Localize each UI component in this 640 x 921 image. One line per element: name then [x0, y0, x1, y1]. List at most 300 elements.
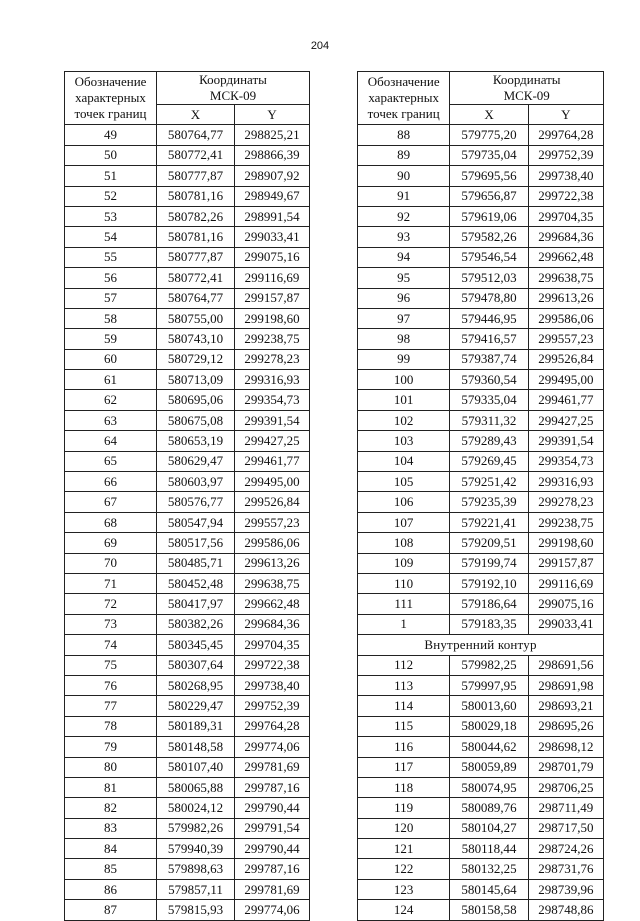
header-coords-title: Координаты	[199, 72, 267, 87]
table-row	[358, 675, 604, 695]
point-label: 61	[65, 370, 157, 390]
y-value: 299781,69	[235, 757, 310, 777]
x-value: 580145,64	[450, 879, 528, 899]
x-value: 580777,87	[157, 247, 235, 267]
x-value: 580268,95	[157, 675, 235, 695]
y-value: 299752,39	[235, 696, 310, 716]
y-value: 299557,23	[235, 512, 310, 532]
y-value: 299354,73	[235, 390, 310, 410]
y-value: 298706,25	[528, 777, 603, 797]
table-row	[358, 125, 604, 145]
y-value: 299704,35	[528, 206, 603, 226]
y-value: 299752,39	[528, 145, 603, 165]
x-value: 580764,77	[157, 125, 235, 145]
point-label: 81	[65, 777, 157, 797]
x-value: 580132,25	[450, 859, 528, 879]
table-row	[358, 410, 604, 430]
point-label: 85	[65, 859, 157, 879]
point-label: 78	[65, 716, 157, 736]
point-label: 106	[358, 492, 450, 512]
table-row	[358, 451, 604, 471]
y-value: 299116,69	[528, 573, 603, 593]
point-label: 70	[65, 553, 157, 573]
x-value: 579289,43	[450, 431, 528, 451]
table-row	[65, 675, 310, 695]
table-row	[358, 757, 604, 777]
x-value: 580777,87	[157, 166, 235, 186]
table-row	[358, 859, 604, 879]
table-row	[358, 308, 604, 328]
table-row	[65, 125, 310, 145]
point-label: 115	[358, 716, 450, 736]
x-value: 580755,00	[157, 308, 235, 328]
x-value: 580782,26	[157, 206, 235, 226]
y-value: 298693,21	[528, 696, 603, 716]
point-label: 108	[358, 533, 450, 553]
y-value: 299075,16	[528, 594, 603, 614]
y-value: 298748,86	[528, 900, 603, 920]
point-label: 121	[358, 839, 450, 859]
table-row	[65, 777, 310, 797]
y-value: 299662,48	[528, 247, 603, 267]
point-label: 89	[358, 145, 450, 165]
x-value: 580772,41	[157, 145, 235, 165]
x-value: 580452,48	[157, 573, 235, 593]
point-label: 83	[65, 818, 157, 838]
x-value: 580603,97	[157, 472, 235, 492]
y-value: 298724,26	[528, 839, 603, 859]
table-row	[65, 757, 310, 777]
x-value: 580089,76	[450, 798, 528, 818]
point-label: 62	[65, 390, 157, 410]
table-row	[358, 737, 604, 757]
table-row	[358, 370, 604, 390]
header-x: X	[157, 105, 235, 125]
y-value: 299278,23	[528, 492, 603, 512]
point-label: 118	[358, 777, 450, 797]
x-value: 580189,31	[157, 716, 235, 736]
y-value: 299461,77	[528, 390, 603, 410]
point-label: 103	[358, 431, 450, 451]
y-value: 299427,25	[528, 410, 603, 430]
x-value: 579997,95	[450, 675, 528, 695]
y-value: 299722,38	[235, 655, 310, 675]
x-value: 580713,09	[157, 370, 235, 390]
x-value: 580307,64	[157, 655, 235, 675]
table-row	[358, 268, 604, 288]
point-label: 72	[65, 594, 157, 614]
x-value: 580118,44	[450, 839, 528, 859]
y-value: 299157,87	[235, 288, 310, 308]
x-value: 580675,08	[157, 410, 235, 430]
x-value: 580576,77	[157, 492, 235, 512]
table-row	[65, 145, 310, 165]
table-row	[358, 879, 604, 899]
point-label: 111	[358, 594, 450, 614]
y-value: 299684,36	[528, 227, 603, 247]
y-value: 299238,75	[235, 329, 310, 349]
table-row	[65, 370, 310, 390]
point-label: 119	[358, 798, 450, 818]
y-value: 299526,84	[235, 492, 310, 512]
y-value: 299774,06	[235, 900, 310, 920]
header-label-cell	[65, 72, 157, 125]
table-row	[65, 696, 310, 716]
table-row	[358, 777, 604, 797]
table-row	[65, 839, 310, 859]
table-row	[358, 186, 604, 206]
table-row	[65, 512, 310, 532]
table-row	[358, 900, 604, 920]
y-value: 298695,26	[528, 716, 603, 736]
x-value: 579186,64	[450, 594, 528, 614]
point-label: 69	[65, 533, 157, 553]
x-value: 579695,56	[450, 166, 528, 186]
point-label: 98	[358, 329, 450, 349]
table-row	[65, 594, 310, 614]
point-label: 117	[358, 757, 450, 777]
point-label: 123	[358, 879, 450, 899]
table-row	[65, 451, 310, 471]
x-value: 579940,39	[157, 839, 235, 859]
point-label: 109	[358, 553, 450, 573]
y-value: 299495,00	[528, 370, 603, 390]
y-value: 299764,28	[528, 125, 603, 145]
table-row	[65, 472, 310, 492]
table-row	[65, 186, 310, 206]
point-label: 122	[358, 859, 450, 879]
y-value: 299738,40	[528, 166, 603, 186]
point-label: 87	[65, 900, 157, 920]
table-row	[358, 553, 604, 573]
x-value: 579311,32	[450, 410, 528, 430]
header-label-line-3: точек границ	[74, 106, 147, 122]
x-value: 579335,04	[450, 390, 528, 410]
y-value: 299557,23	[528, 329, 603, 349]
table-row	[358, 533, 604, 553]
point-label: 64	[65, 431, 157, 451]
table-row	[358, 329, 604, 349]
x-value: 579898,63	[157, 859, 235, 879]
point-label: 74	[65, 635, 157, 655]
table-row	[65, 247, 310, 267]
x-value: 580059,89	[450, 757, 528, 777]
header-coords-title: Координаты	[492, 72, 561, 87]
y-value: 299613,26	[235, 553, 310, 573]
point-label: 114	[358, 696, 450, 716]
x-value: 580764,77	[157, 288, 235, 308]
point-label: 102	[358, 410, 450, 430]
point-label: 57	[65, 288, 157, 308]
point-label: 96	[358, 288, 450, 308]
y-value: 298711,49	[528, 798, 603, 818]
point-label: 75	[65, 655, 157, 675]
header-label-line-1: Обозначение	[74, 74, 147, 90]
point-label: 101	[358, 390, 450, 410]
coordinates-table-left	[64, 71, 310, 921]
x-value: 579619,06	[450, 206, 528, 226]
point-label: 82	[65, 798, 157, 818]
point-label: 112	[358, 655, 450, 675]
right-table-body-inner	[358, 655, 604, 920]
x-value: 579735,04	[450, 145, 528, 165]
x-value: 580382,26	[157, 614, 235, 634]
y-value: 298698,12	[528, 737, 603, 757]
table-row	[65, 859, 310, 879]
table-row	[65, 553, 310, 573]
table-row	[358, 614, 604, 634]
table-row	[65, 716, 310, 736]
point-label: 91	[358, 186, 450, 206]
table-row	[65, 206, 310, 226]
header-x: X	[450, 105, 528, 125]
x-value: 579251,42	[450, 472, 528, 492]
page-number: 204	[310, 40, 330, 52]
table-row	[358, 227, 604, 247]
y-value: 299157,87	[528, 553, 603, 573]
table-row	[358, 512, 604, 532]
point-label: 1	[358, 614, 450, 634]
point-label: 93	[358, 227, 450, 247]
y-value: 299790,44	[235, 839, 310, 859]
point-label: 66	[65, 472, 157, 492]
x-value: 580781,16	[157, 227, 235, 247]
table-row	[65, 431, 310, 451]
header-coords-system: МСК-09	[503, 88, 550, 103]
header-coords-cell	[157, 72, 310, 105]
x-value: 579360,54	[450, 370, 528, 390]
y-value: 298691,98	[528, 675, 603, 695]
x-value: 579192,10	[450, 573, 528, 593]
y-value: 299198,60	[528, 533, 603, 553]
x-value: 580345,45	[157, 635, 235, 655]
x-value: 580158,58	[450, 900, 528, 920]
x-value: 580729,12	[157, 349, 235, 369]
y-value: 298907,92	[235, 166, 310, 186]
x-value: 579775,20	[450, 125, 528, 145]
x-value: 580044,62	[450, 737, 528, 757]
y-value: 299586,06	[235, 533, 310, 553]
table-row	[358, 573, 604, 593]
point-label: 58	[65, 308, 157, 328]
table-row	[358, 206, 604, 226]
x-value: 579982,26	[157, 818, 235, 838]
table-row	[358, 390, 604, 410]
y-value: 299613,26	[528, 288, 603, 308]
point-label: 80	[65, 757, 157, 777]
header-y: Y	[235, 105, 310, 125]
y-value: 299722,38	[528, 186, 603, 206]
point-label: 94	[358, 247, 450, 267]
section-row	[358, 635, 604, 655]
table-row	[358, 655, 604, 675]
x-value: 579546,54	[450, 247, 528, 267]
table-row	[358, 696, 604, 716]
x-value: 580029,18	[450, 716, 528, 736]
point-label: 73	[65, 614, 157, 634]
table-row	[65, 166, 310, 186]
table-row	[65, 349, 310, 369]
coordinates-table-right	[357, 71, 604, 921]
table-row	[358, 247, 604, 267]
table-row	[358, 839, 604, 859]
table-row	[65, 655, 310, 675]
point-label: 60	[65, 349, 157, 369]
point-label: 67	[65, 492, 157, 512]
y-value: 299526,84	[528, 349, 603, 369]
header-label-line-3: точек границ	[367, 106, 440, 122]
y-value: 299781,69	[235, 879, 310, 899]
y-value: 299495,00	[235, 472, 310, 492]
y-value: 299738,40	[235, 675, 310, 695]
table-row	[358, 145, 604, 165]
x-value: 579221,41	[450, 512, 528, 532]
point-label: 71	[65, 573, 157, 593]
y-value: 299791,54	[235, 818, 310, 838]
point-label: 63	[65, 410, 157, 430]
point-label: 52	[65, 186, 157, 206]
x-value: 580024,12	[157, 798, 235, 818]
left-table-body	[65, 125, 310, 920]
inner-contour-label: Внутренний контур	[358, 635, 604, 655]
header-label-cell	[358, 72, 450, 125]
header-coords-cell	[450, 72, 604, 105]
y-value: 298991,54	[235, 206, 310, 226]
x-value: 579982,25	[450, 655, 528, 675]
table-row	[358, 492, 604, 512]
x-value: 580547,94	[157, 512, 235, 532]
table-row	[358, 798, 604, 818]
table-row	[65, 573, 310, 593]
x-value: 579857,11	[157, 879, 235, 899]
table-row	[358, 472, 604, 492]
y-value: 299461,77	[235, 451, 310, 471]
y-value: 299764,28	[235, 716, 310, 736]
table-row	[65, 390, 310, 410]
x-value: 580772,41	[157, 268, 235, 288]
x-value: 579416,57	[450, 329, 528, 349]
point-label: 97	[358, 308, 450, 328]
header-label-line-1: Обозначение	[367, 74, 440, 90]
y-value: 299238,75	[528, 512, 603, 532]
x-value: 579199,74	[450, 553, 528, 573]
x-value: 580629,47	[157, 451, 235, 471]
y-value: 299790,44	[235, 798, 310, 818]
point-label: 116	[358, 737, 450, 757]
x-value: 580104,27	[450, 818, 528, 838]
x-value: 579512,03	[450, 268, 528, 288]
table-row	[358, 716, 604, 736]
x-value: 580743,10	[157, 329, 235, 349]
point-label: 104	[358, 451, 450, 471]
point-label: 50	[65, 145, 157, 165]
x-value: 580013,60	[450, 696, 528, 716]
y-value: 298739,96	[528, 879, 603, 899]
header-coords-system: МСК-09	[209, 88, 257, 103]
y-value: 299075,16	[235, 247, 310, 267]
x-value: 579387,74	[450, 349, 528, 369]
point-label: 53	[65, 206, 157, 226]
y-value: 299638,75	[235, 573, 310, 593]
x-value: 579582,26	[450, 227, 528, 247]
y-value: 299391,54	[235, 410, 310, 430]
y-value: 299774,06	[235, 737, 310, 757]
x-value: 580229,47	[157, 696, 235, 716]
right-table-body-outer	[358, 125, 604, 635]
x-value: 579446,95	[450, 308, 528, 328]
table-row	[65, 635, 310, 655]
point-label: 55	[65, 247, 157, 267]
table-row	[65, 798, 310, 818]
y-value: 299427,25	[235, 431, 310, 451]
y-value: 298717,50	[528, 818, 603, 838]
point-label: 95	[358, 268, 450, 288]
table-row	[358, 166, 604, 186]
table-row	[65, 533, 310, 553]
point-label: 107	[358, 512, 450, 532]
y-value: 299033,41	[235, 227, 310, 247]
point-label: 54	[65, 227, 157, 247]
y-value: 299116,69	[235, 268, 310, 288]
y-value: 299198,60	[235, 308, 310, 328]
point-label: 79	[65, 737, 157, 757]
x-value: 580065,88	[157, 777, 235, 797]
header-y: Y	[528, 105, 603, 125]
point-label: 51	[65, 166, 157, 186]
x-value: 579183,35	[450, 614, 528, 634]
table-row	[65, 308, 310, 328]
point-label: 65	[65, 451, 157, 471]
x-value: 580653,19	[157, 431, 235, 451]
y-value: 299354,73	[528, 451, 603, 471]
point-label: 92	[358, 206, 450, 226]
y-value: 298949,67	[235, 186, 310, 206]
y-value: 299684,36	[235, 614, 310, 634]
point-label: 110	[358, 573, 450, 593]
point-label: 68	[65, 512, 157, 532]
y-value: 299787,16	[235, 859, 310, 879]
y-value: 299704,35	[235, 635, 310, 655]
y-value: 299033,41	[528, 614, 603, 634]
y-value: 299391,54	[528, 431, 603, 451]
table-row	[65, 737, 310, 757]
table-row	[65, 329, 310, 349]
table-row	[358, 818, 604, 838]
table-row	[65, 288, 310, 308]
x-value: 580107,40	[157, 757, 235, 777]
point-label: 88	[358, 125, 450, 145]
point-label: 59	[65, 329, 157, 349]
header-label-line-2: характерных	[75, 90, 146, 106]
inner-contour-section	[358, 635, 604, 655]
table-row	[65, 879, 310, 899]
y-value: 298691,56	[528, 655, 603, 675]
table-row	[65, 227, 310, 247]
y-value: 299638,75	[528, 268, 603, 288]
header-label-line-2: характерных	[368, 90, 439, 106]
point-label: 90	[358, 166, 450, 186]
y-value: 298825,21	[235, 125, 310, 145]
x-value: 580074,95	[450, 777, 528, 797]
table-row	[65, 818, 310, 838]
x-value: 579235,39	[450, 492, 528, 512]
point-label: 86	[65, 879, 157, 899]
x-value: 580781,16	[157, 186, 235, 206]
y-value: 299316,93	[235, 370, 310, 390]
y-value: 299586,06	[528, 308, 603, 328]
y-value: 299316,93	[528, 472, 603, 492]
x-value: 579209,51	[450, 533, 528, 553]
